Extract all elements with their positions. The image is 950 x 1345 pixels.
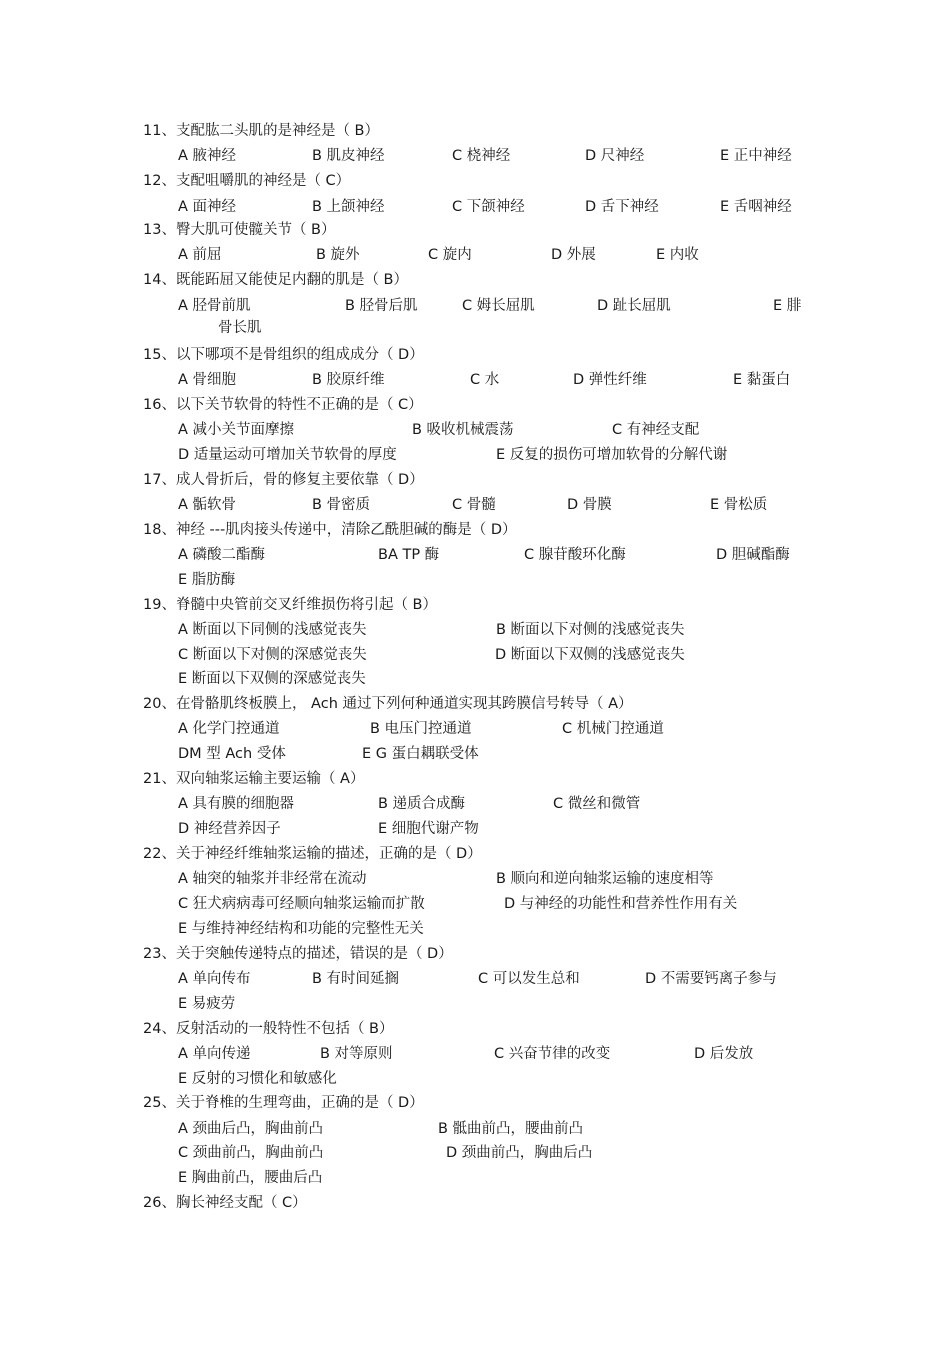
- answer-option: C 兴奋节律的改变: [494, 1046, 611, 1062]
- answer-option: C 微丝和微管: [553, 796, 641, 812]
- question-stem: 20、在骨骼肌终板膜上， Ach 通过下列何种通道实现其跨膜信号转导（ A）: [143, 696, 633, 712]
- answer-option: C 可以发生总和: [478, 971, 580, 987]
- answer-option: E 细胞代谢产物: [378, 821, 479, 837]
- answer-option: B 有时间延搁: [312, 971, 400, 987]
- answer-option: C 姆长屈肌: [462, 298, 535, 314]
- answer-option: D 后发放: [694, 1046, 754, 1062]
- answer-option: A 轴突的轴浆并非经常在流动: [178, 871, 367, 887]
- answer-option: E 骨松质: [710, 497, 768, 513]
- question-stem: 21、双向轴浆运输主要运输（ A）: [143, 771, 365, 787]
- answer-option: E 腓: [773, 298, 802, 314]
- answer-option: A 断面以下同侧的浅感觉丧失: [178, 622, 367, 638]
- question-stem: 11、支配肱二头肌的是神经是（ B）: [143, 123, 380, 139]
- question-stem: 16、以下关节软骨的特性不正确的是（ C）: [143, 397, 423, 413]
- answer-option: B 骨密质: [312, 497, 371, 513]
- question-stem: 26、胸长神经支配（ C）: [143, 1195, 307, 1211]
- answer-option: A 减小关节面摩擦: [178, 422, 295, 438]
- answer-option: E 舌咽神经: [720, 199, 792, 215]
- question-stem: 14、既能跖屈又能使足内翻的肌是（ B）: [143, 272, 409, 288]
- answer-option: BA TP 酶: [378, 547, 440, 563]
- answer-option: D 断面以下双侧的浅感觉丧失: [495, 647, 685, 663]
- answer-option: C 旋内: [428, 247, 472, 263]
- answer-option: E 胸曲前凸，腰曲后凸: [178, 1170, 323, 1186]
- answer-option: C 水: [470, 372, 500, 388]
- answer-option: B 上颌神经: [312, 199, 385, 215]
- question-stem: 22、关于神经纤维轴浆运输的描述，正确的是（ D）: [143, 846, 482, 862]
- question-stem: 19、脊髓中央管前交叉纤维损伤将引起（ B）: [143, 597, 438, 613]
- answer-option: DM 型 Ach 受体: [178, 746, 286, 762]
- answer-option: B 顺向和逆向轴浆运输的速度相等: [496, 871, 714, 887]
- answer-option: C 下颌神经: [452, 199, 525, 215]
- answer-option: A 单向传布: [178, 971, 251, 987]
- answer-option: E 易疲劳: [178, 996, 236, 1012]
- answer-option: E G 蛋白耦联受体: [362, 746, 479, 762]
- answer-option: A 单向传递: [178, 1046, 251, 1062]
- answer-option: B 对等原则: [320, 1046, 393, 1062]
- answer-option: D 舌下神经: [585, 199, 659, 215]
- answer-option: A 化学门控通道: [178, 721, 280, 737]
- answer-option: E 断面以下双侧的深感觉丧失: [178, 671, 366, 687]
- answer-option: C 狂犬病病毒可经顺向轴浆运输而扩散: [178, 896, 425, 912]
- answer-option: D 趾长屈肌: [597, 298, 671, 314]
- question-stem: 13、臀大肌可使髋关节（ B）: [143, 222, 336, 238]
- answer-option: B 吸收机械震荡: [412, 422, 514, 438]
- answer-option: C 骨髓: [452, 497, 496, 513]
- answer-option: D 外展: [551, 247, 596, 263]
- answer-option: B 骶曲前凸，腰曲前凸: [438, 1121, 584, 1137]
- question-stem: 17、成人骨折后，骨的修复主要依靠（ D）: [143, 472, 424, 488]
- answer-option: B 电压门控通道: [370, 721, 472, 737]
- answer-option: B 断面以下对侧的浅感觉丧失: [496, 622, 685, 638]
- answer-option: A 面神经: [178, 199, 237, 215]
- answer-option: D 颈曲前凸，胸曲后凸: [446, 1145, 593, 1161]
- answer-option: B 递质合成酶: [378, 796, 466, 812]
- answer-option: A 磷酸二酯酶: [178, 547, 266, 563]
- answer-option: D 与神经的功能性和营养性作用有关: [504, 896, 738, 912]
- answer-option: D 尺神经: [585, 148, 645, 164]
- answer-option: D 不需要钙离子参与: [645, 971, 777, 987]
- answer-option: A 颈曲后凸，胸曲前凸: [178, 1121, 324, 1137]
- question-stem: 24、反射活动的一般特性不包括（ B）: [143, 1021, 394, 1037]
- answer-option: B 肌皮神经: [312, 148, 385, 164]
- answer-option: D 神经营养因子: [178, 821, 281, 837]
- answer-option: A 前屈: [178, 247, 222, 263]
- answer-option: D 胆碱酯酶: [716, 547, 790, 563]
- answer-option: E 反射的习惯化和敏感化: [178, 1071, 337, 1087]
- answer-option: C 断面以下对侧的深感觉丧失: [178, 647, 367, 663]
- answer-option: A 骨细胞: [178, 372, 237, 388]
- answer-option: A 胫骨前肌: [178, 298, 251, 314]
- answer-option: C 桡神经: [452, 148, 511, 164]
- answer-option: 骨长肌: [218, 320, 262, 336]
- answer-option: E 正中神经: [720, 148, 792, 164]
- question-stem: 18、神经 ---肌肉接头传递中，清除乙酰胆碱的酶是（ D）: [143, 522, 517, 538]
- answer-option: C 颈曲前凸，胸曲前凸: [178, 1145, 324, 1161]
- answer-option: C 腺苷酸环化酶: [524, 547, 626, 563]
- answer-option: A 具有膜的细胞器: [178, 796, 295, 812]
- question-stem: 25、关于脊椎的生理弯曲，正确的是（ D）: [143, 1095, 424, 1111]
- answer-option: B 胶原纤维: [312, 372, 385, 388]
- answer-option: E 黏蛋白: [733, 372, 791, 388]
- answer-option: B 胫骨后肌: [345, 298, 418, 314]
- answer-option: D 骨膜: [567, 497, 612, 513]
- answer-option: C 有神经支配: [612, 422, 700, 438]
- answer-option: D 适量运动可增加关节软骨的厚度: [178, 447, 397, 463]
- answer-option: E 脂肪酶: [178, 572, 236, 588]
- answer-option: D 弹性纤维: [573, 372, 647, 388]
- answer-option: E 内收: [656, 247, 699, 263]
- answer-option: E 反复的损伤可增加软骨的分解代谢: [496, 447, 728, 463]
- answer-option: A 腋神经: [178, 148, 237, 164]
- answer-option: C 机械门控通道: [562, 721, 664, 737]
- answer-option: E 与维持神经结构和功能的完整性无关: [178, 921, 424, 937]
- question-stem: 23、关于突触传递特点的描述，错误的是（ D）: [143, 946, 453, 962]
- answer-option: B 旋外: [316, 247, 360, 263]
- answer-option: A 骺软骨: [178, 497, 237, 513]
- question-stem: 15、以下哪项不是骨组织的组成成分（ D）: [143, 347, 424, 363]
- question-stem: 12、支配咀嚼肌的神经是（ C）: [143, 173, 351, 189]
